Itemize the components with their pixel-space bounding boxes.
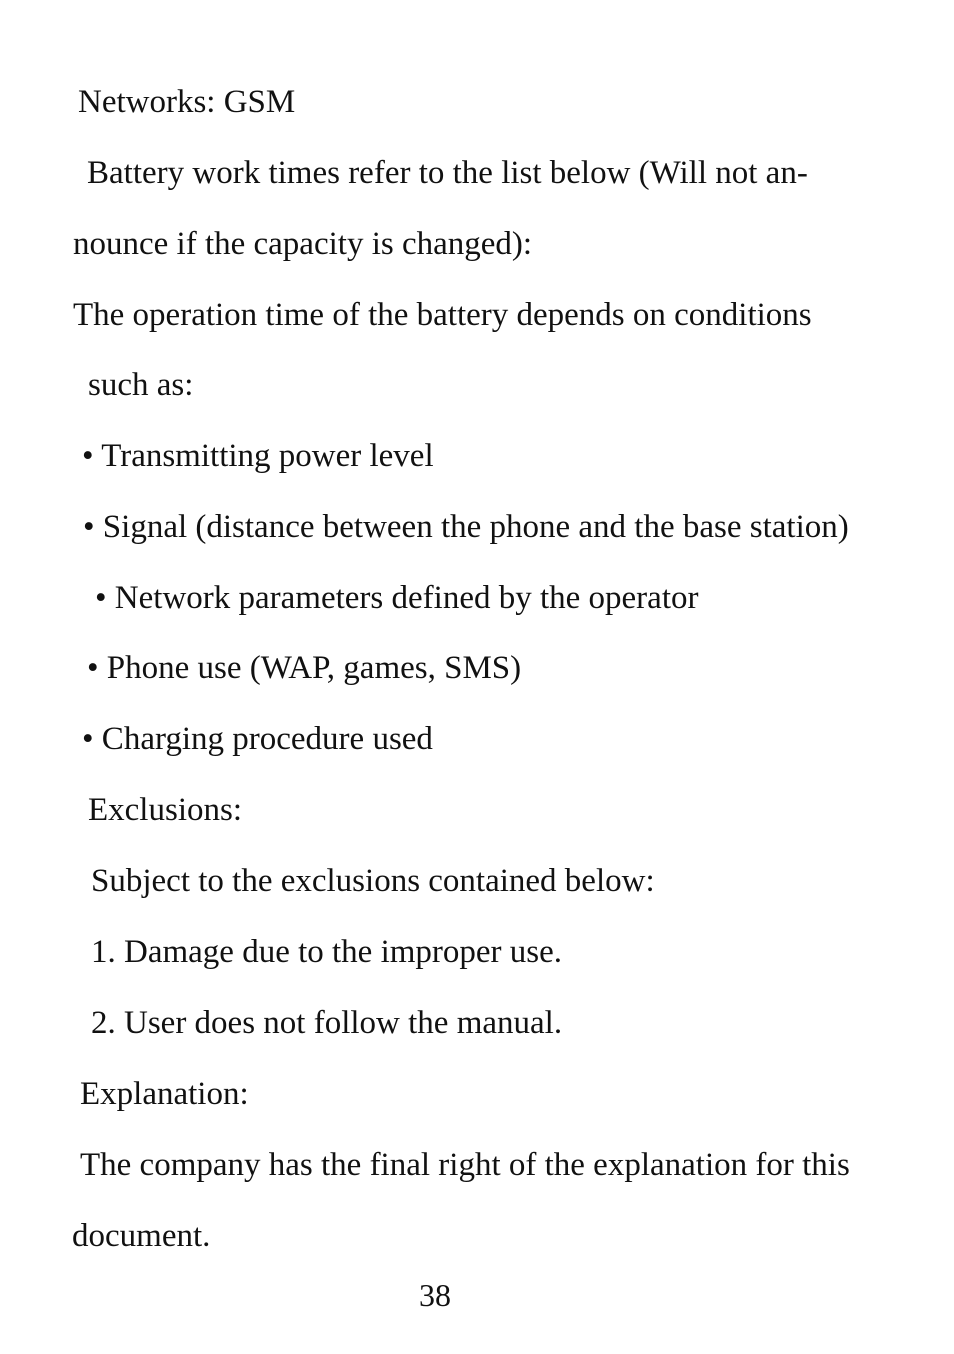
explanation-text-line-1: The company has the final right of the explanation for this <box>80 1147 850 1183</box>
bullet-signal: • Signal (distance between the phone and the base station) <box>83 509 849 545</box>
bullet-network-parameters: • Network parameters defined by the operator <box>95 580 699 616</box>
battery-work-times-line-2: nounce if the capacity is changed): <box>73 226 533 262</box>
bullet-phone-use: • Phone use (WAP, games, SMS) <box>87 650 522 686</box>
operation-time-line-2: such as: <box>88 367 194 403</box>
explanation-heading: Explanation: <box>80 1076 249 1112</box>
exclusion-item-2: 2. User does not follow the manual. <box>91 1005 563 1041</box>
bullet-charging-procedure: • Charging procedure used <box>82 721 433 757</box>
page-number: 38 <box>419 1277 451 1313</box>
exclusion-item-1: 1. Damage due to the improper use. <box>91 934 563 970</box>
explanation-text-line-2: document. <box>72 1218 211 1254</box>
exclusions-heading: Exclusions: <box>88 792 242 828</box>
networks-line: Networks: GSM <box>78 84 296 120</box>
exclusions-intro: Subject to the exclusions contained below: <box>91 863 655 899</box>
battery-work-times-line-1: Battery work times refer to the list below (Will not an- <box>87 155 808 191</box>
operation-time-line-1: The operation time of the battery depends on conditions <box>73 297 812 333</box>
bullet-transmitting-power: • Transmitting power level <box>82 438 434 474</box>
